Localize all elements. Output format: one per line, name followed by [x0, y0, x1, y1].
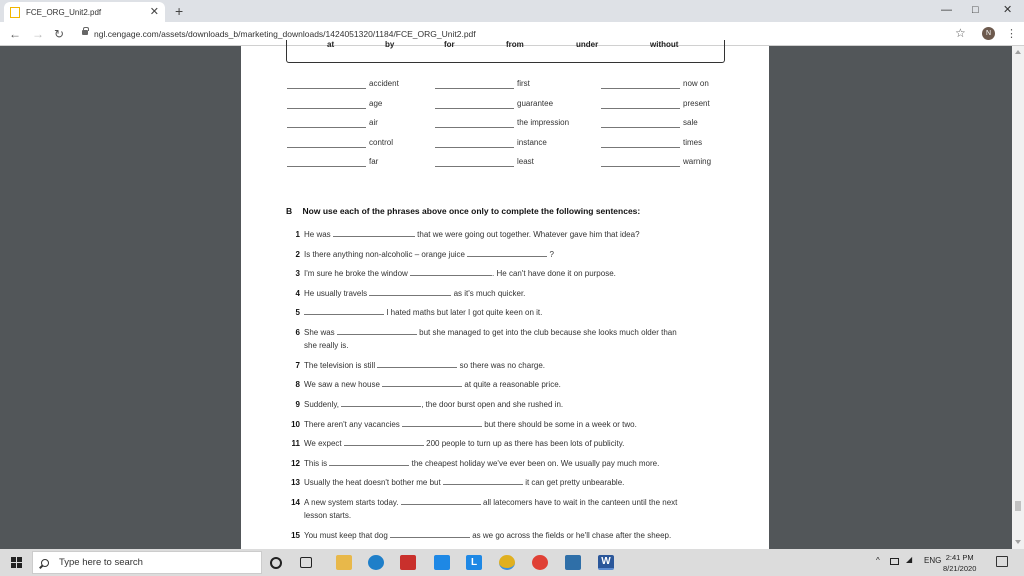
section-instruction: Now use each of the phrases above once only to complete the following sentences:	[302, 206, 641, 216]
minimize-button[interactable]: —	[941, 4, 952, 16]
reload-icon[interactable]: ↻	[54, 27, 65, 41]
sentence-text: at quite a reasonable price.	[464, 380, 561, 389]
tab-title: FCE_ORG_Unit2.pdf	[26, 7, 102, 17]
search-placeholder: Type here to search	[59, 557, 143, 568]
blank[interactable]	[467, 250, 547, 257]
sentence-number: 13	[291, 478, 300, 487]
sentence-number: 15	[291, 531, 300, 540]
sentence-number: 2	[295, 250, 300, 259]
phrase-label: air	[369, 118, 378, 127]
edge-icon[interactable]	[368, 555, 384, 570]
cortana-icon[interactable]	[270, 557, 282, 569]
profile-avatar[interactable]: N	[982, 27, 995, 40]
sentence-text: . He can't have done it on purpose.	[492, 269, 616, 278]
tab-strip	[0, 0, 1024, 22]
box-word: at	[327, 40, 335, 49]
word-icon[interactable]: W	[598, 555, 614, 570]
photos-icon[interactable]	[565, 555, 581, 570]
sentence-text: ?	[549, 250, 554, 259]
chrome-icon[interactable]	[499, 555, 515, 570]
sentence-number: 12	[291, 459, 300, 468]
sentence-number: 9	[295, 400, 300, 409]
mail-icon[interactable]	[434, 555, 450, 570]
blank[interactable]	[601, 88, 680, 89]
sentence-text: She was	[304, 328, 335, 337]
blank[interactable]	[601, 147, 680, 148]
phrase-label: first	[517, 79, 530, 88]
sentence-text: Suddenly,	[304, 400, 339, 409]
blank[interactable]	[410, 269, 492, 276]
browser-menu-icon[interactable]: ⋮	[1006, 28, 1017, 40]
sentence-number: 7	[295, 361, 300, 370]
tab-close-icon[interactable]: ✕	[149, 5, 159, 18]
clock[interactable]	[943, 552, 976, 574]
close-window-button[interactable]: ✕	[1003, 4, 1013, 16]
notification-icon[interactable]	[996, 556, 1008, 567]
blank[interactable]	[390, 531, 470, 538]
sentence-number: 5	[295, 308, 300, 317]
maximize-button[interactable]: □	[972, 4, 979, 16]
sentence-text: Usually the heat doesn't bother me but	[304, 478, 441, 487]
sentence-text: so there was no charge.	[459, 361, 545, 370]
phrase-label: guarantee	[517, 99, 554, 108]
sentence-text: Is there anything non-alcoholic – orange juice	[304, 250, 465, 259]
blank[interactable]	[341, 400, 421, 407]
pdf-viewer	[0, 40, 1024, 549]
phrase-label: accident	[369, 79, 399, 88]
sentence-text: as we go across the fields or he'll chase after the sheep.	[472, 531, 672, 540]
sentence-text: but there should be some in a week or two.	[484, 420, 637, 429]
phrase-label: least	[517, 157, 534, 166]
browser-tab[interactable]	[4, 2, 165, 22]
blank[interactable]	[287, 147, 366, 148]
blank[interactable]	[304, 308, 384, 315]
sentence-text: lesson starts.	[304, 511, 352, 520]
chrome-alt-icon[interactable]	[532, 555, 548, 570]
back-icon[interactable]: ←	[9, 27, 21, 41]
forward-icon[interactable]: →	[32, 27, 44, 41]
search-icon	[41, 559, 49, 567]
file-explorer-icon[interactable]	[336, 555, 352, 570]
language-indicator[interactable]: ENG	[924, 556, 942, 565]
blank[interactable]	[601, 108, 680, 109]
sentence-text: A new system starts today.	[304, 498, 399, 507]
windows-start-icon[interactable]	[11, 557, 22, 568]
sentence-number: 3	[295, 269, 300, 278]
sentence-number: 6	[295, 328, 300, 337]
scroll-up-arrow-icon[interactable]	[1015, 50, 1021, 54]
sentence-text: There aren't any vacancies	[304, 420, 400, 429]
sentence-text: , the door burst open and she rushed in.	[421, 400, 564, 409]
word-box	[286, 40, 725, 63]
blank[interactable]	[287, 127, 366, 128]
blank[interactable]	[369, 289, 451, 296]
section-letter: B	[286, 206, 293, 216]
security-app-icon[interactable]	[400, 555, 416, 570]
blank[interactable]	[329, 459, 409, 466]
wifi-icon[interactable]: ◢	[906, 555, 913, 564]
blank[interactable]	[601, 127, 680, 128]
clock-date: 8/21/2020	[943, 564, 977, 573]
sentence-text: The television is still	[304, 361, 376, 370]
blank[interactable]	[435, 108, 514, 109]
box-word: for	[444, 40, 455, 49]
box-word: by	[385, 40, 395, 49]
section-b-heading	[286, 206, 640, 216]
sentence-text: We expect	[304, 439, 342, 448]
sentence-number: 10	[291, 420, 300, 429]
battery-icon[interactable]	[890, 558, 899, 565]
tray-chevron-icon[interactable]: ^	[876, 556, 880, 565]
sentence-text: He was	[304, 230, 331, 239]
sentence-text: This is	[304, 459, 328, 468]
sentence-text: as it's much quicker.	[453, 289, 526, 298]
phrase-label: age	[369, 99, 383, 108]
blank[interactable]	[337, 328, 417, 335]
blank[interactable]	[287, 88, 366, 89]
sentence-text: she really is.	[304, 341, 349, 350]
box-word: without	[650, 40, 679, 49]
lock-icon	[82, 30, 88, 35]
task-view-icon[interactable]	[300, 557, 312, 568]
blank[interactable]	[344, 439, 424, 446]
sentence-text: 200 people to turn up as there has been lots of publicity.	[426, 439, 625, 448]
bookmark-star-icon[interactable]: ☆	[955, 26, 966, 40]
blank[interactable]	[443, 478, 523, 485]
sentence-text: I'm sure he broke the window	[304, 269, 408, 278]
scroll-thumb[interactable]	[1015, 501, 1021, 511]
phrase-label: sale	[683, 118, 698, 127]
taskbar	[0, 549, 1024, 576]
blank[interactable]	[435, 127, 514, 128]
sentence-text: that we were going out together. Whatever gave him that idea?	[417, 230, 640, 239]
blank[interactable]	[287, 108, 366, 109]
box-word: under	[576, 40, 599, 49]
sentence-text: We saw a new house	[304, 380, 380, 389]
scroll-down-arrow-icon[interactable]	[1015, 540, 1021, 544]
l-app-icon[interactable]: L	[466, 555, 482, 570]
phrase-label: warning	[683, 157, 712, 166]
blank[interactable]	[435, 88, 514, 89]
sentence-text: all latecomers have to wait in the canteen until the next	[483, 498, 678, 507]
blank[interactable]	[435, 147, 514, 148]
blank[interactable]	[401, 498, 481, 505]
sentence-text: it can get pretty unbearable.	[525, 478, 625, 487]
taskbar-search-input[interactable]	[32, 551, 262, 574]
blank[interactable]	[377, 361, 457, 368]
blank[interactable]	[287, 166, 366, 167]
box-word: from	[506, 40, 524, 49]
clock-time: 2:41 PM	[945, 553, 974, 562]
phrase-label: times	[683, 138, 703, 147]
sentence-text: He usually travels	[304, 289, 368, 298]
sentence-number: 1	[295, 230, 300, 239]
sentence-number: 14	[291, 498, 300, 507]
phrase-label: far	[369, 157, 379, 166]
phrase-label: the impression	[517, 118, 570, 127]
phrase-label: control	[369, 138, 394, 147]
sentence-text: but she managed to get into the club because she looks much older than	[419, 328, 677, 337]
new-tab-button[interactable]: +	[175, 3, 184, 19]
blank[interactable]	[333, 230, 415, 237]
phrase-label: present	[683, 99, 710, 108]
blank[interactable]	[601, 166, 680, 167]
sentence-text: the cheapest holiday we've ever been on. We usually pay much more.	[411, 459, 660, 468]
sentence-number: 11	[291, 439, 300, 448]
sentence-text: You must keep that dog	[304, 531, 388, 540]
viewer-scrollbar[interactable]	[1012, 46, 1024, 549]
blank[interactable]	[382, 380, 462, 387]
phrase-label: instance	[517, 138, 547, 147]
address-bar[interactable]: ngl.cengage.com/assets/downloads_b/marketing_downloads/1424051320/1184/FCE_ORG_Unit2.pdf	[94, 29, 476, 39]
phrase-label: now on	[683, 79, 709, 88]
pdf-favicon-icon	[10, 7, 20, 18]
sentence-number: 8	[295, 380, 300, 389]
sentence-text: I hated maths but later I got quite keen on it.	[386, 308, 543, 317]
sentence-number: 4	[295, 289, 300, 298]
blank[interactable]	[435, 166, 514, 167]
blank[interactable]	[402, 420, 482, 427]
